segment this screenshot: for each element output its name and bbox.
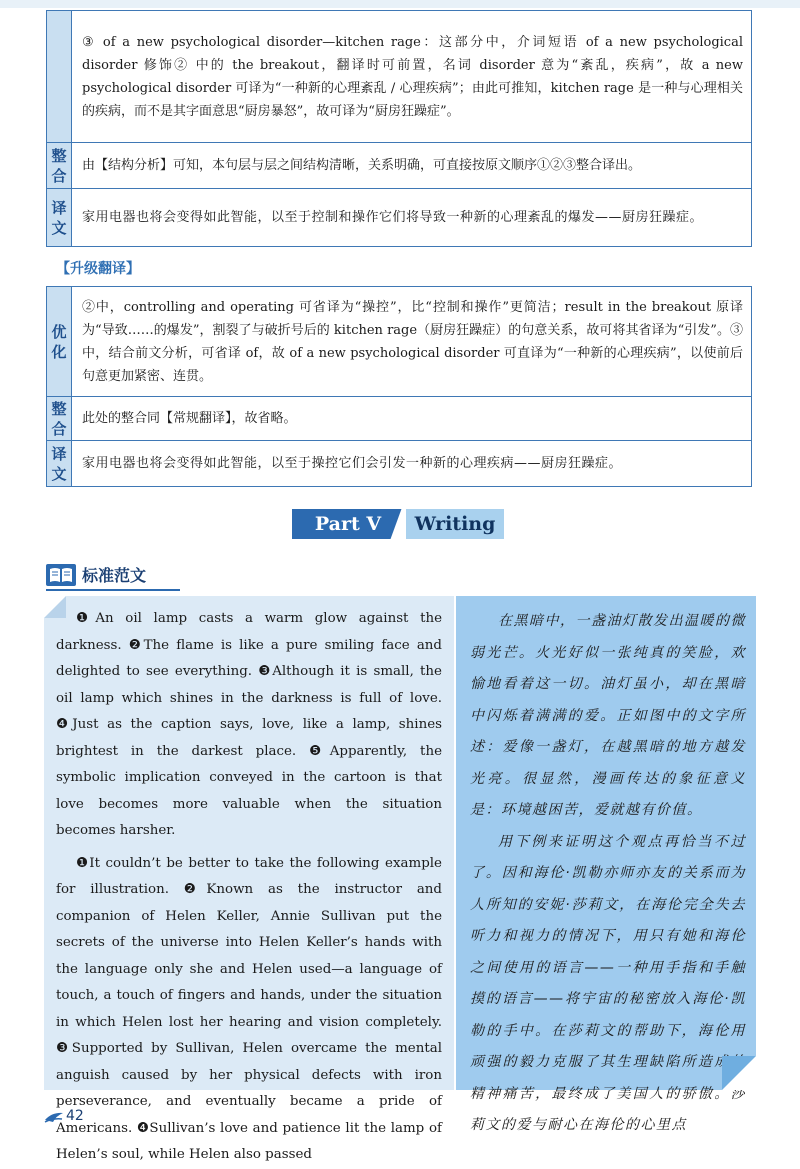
row-label-translation: 译文 [47, 189, 72, 247]
row-label [47, 11, 72, 143]
table-row [47, 397, 752, 441]
table-row [47, 441, 752, 487]
chinese-paragraph-1: 在黑暗中，一盏油灯散发出温暖的微弱光芒。火光好似一张纯真的笑脸，欢愉地看着这一切。油灯虽小，却在黑暗中闪烁着满满的爱。正如图中的文字所述：爱像一盏灯，在越黑暗的地方越发光亮。很显然，漫画传达的象征意义是：环境越困苦，爱就越有价值。 [470, 613, 746, 818]
row-text: ③ of a new psychological disorder—kitchen rage：这部分中，介词短语 of a new psychological disorder 修饰② 中的 the breakout，翻译时可前置，名词 disorder 意为“紊乱，疾病”，故 a new psychological disorder 可译为“一种新的心理紊乱 / 心理疾病”；由此可推知，kitchen rage 是一种与心理相关的疾病，而不是其字面意思“厨房暴怒”，故可译为“厨房狂躁症”。 [72, 11, 752, 143]
english-paragraph-1: ❶An oil lamp casts a warm glow against the darkness. ❷The flame is like a pure smiling face and delighted to see everything. ❸Although it is small, the oil lamp which shines in the darkness is full of love. ❹Just as the caption says, love, like a lamp, shines brightest in the darkest place. ❺Apparently, the symbolic implication conveyed in the cartoon is that love becomes more valuable when the situation becomes harsher. [56, 611, 442, 838]
row-text: 此处的整合同【常规翻译】，故省略。 [72, 397, 752, 441]
chinese-translation [456, 596, 756, 1133]
part-banner [292, 509, 504, 539]
row-label-optimize: 优化 [47, 287, 72, 397]
row-label-integrate: 整合 [47, 397, 72, 441]
chinese-paragraph-2: 用下例来证明这个观点再恰当不过了。因和海伦·凯勒亦师亦友的关系而为人所知的安妮·莎莉文，在海伦完全失去听力和视力的情况下，用只有她和海伦之间使用的语言——一种用手指和手触摸的语言——将宇宙的秘密放入海伦·凯勒的手中。在莎莉文的帮助下，海伦用顽强的毅力克服了其生理缺陷所造成的精神痛苦，最终成了美国人的骄傲。莎莉文的爱与耐心在海伦的心里点 [470, 833, 746, 1133]
row-label-translation: 译文 [47, 441, 72, 487]
part-number: Part V [292, 509, 404, 539]
upgrade-translation-table [46, 286, 752, 487]
sample-essay-title: 标准范文 [82, 566, 147, 585]
row-text: ②中，controlling and operating 可省译为“操控”，比“控制和操作”更简洁；result in the breakout 原译为“导致……的爆发”，割裂了与破折号后的 kitchen rage（厨房狂躁症）的句意关系，故可将其省译为“引发”。③中，结合前文分析，可省译 of，故 of a new psychological disorder 可直译为“一种新的心理疾病”，以使前后句意更加紧密、连贯。 [72, 287, 752, 397]
row-text: 由【结构分析】可知，本句层与层之间结构清晰，关系明确，可直接按原文顺序①②③整合译出。 [72, 143, 752, 189]
part-title: Writing [406, 509, 504, 539]
row-text: 家用电器也将会变得如此智能，以至于操控它们会引发一种新的心理疾病——厨房狂躁症。 [72, 441, 752, 487]
open-book-icon [46, 564, 76, 586]
table-row [47, 189, 752, 247]
table-row [47, 143, 752, 189]
heading-underline [46, 589, 180, 591]
page-number: 42 [66, 1108, 84, 1124]
row-text: 家用电器也将会变得如此智能，以至于控制和操作它们将导致一种新的心理紊乱的爆发——厨房狂躁症。 [72, 189, 752, 247]
top-strip [0, 0, 800, 8]
upgrade-heading: 【升级翻译】 [56, 261, 140, 277]
english-paragraph-2: ❶It couldn’t be better to take the following example for illustration. ❷Known as the instructor and companion of Helen Keller, Annie Sullivan put the secrets of the universe into Helen Keller’s hands with the language only she and Helen used—a language of touch, a touch of fingers and hands, under the situation in which Helen lost her hearing and vision completely. ❸Supported by Sullivan, Helen overcame the mental anguish caused by her physical defects with iron perseverance, and eventually became a pride of Americans. ❹Sullivan’s love and patience lit the lamp of Helen’s soul, while Helen also passed [56, 855, 442, 1162]
table-row [47, 11, 752, 143]
table-row [47, 287, 752, 397]
row-label-integrate: 整合 [47, 143, 72, 189]
page-fold-decoration [722, 1056, 756, 1090]
page-marker-icon [44, 1110, 64, 1124]
regular-translation-table [46, 10, 752, 247]
page-fold-decoration [44, 596, 66, 618]
